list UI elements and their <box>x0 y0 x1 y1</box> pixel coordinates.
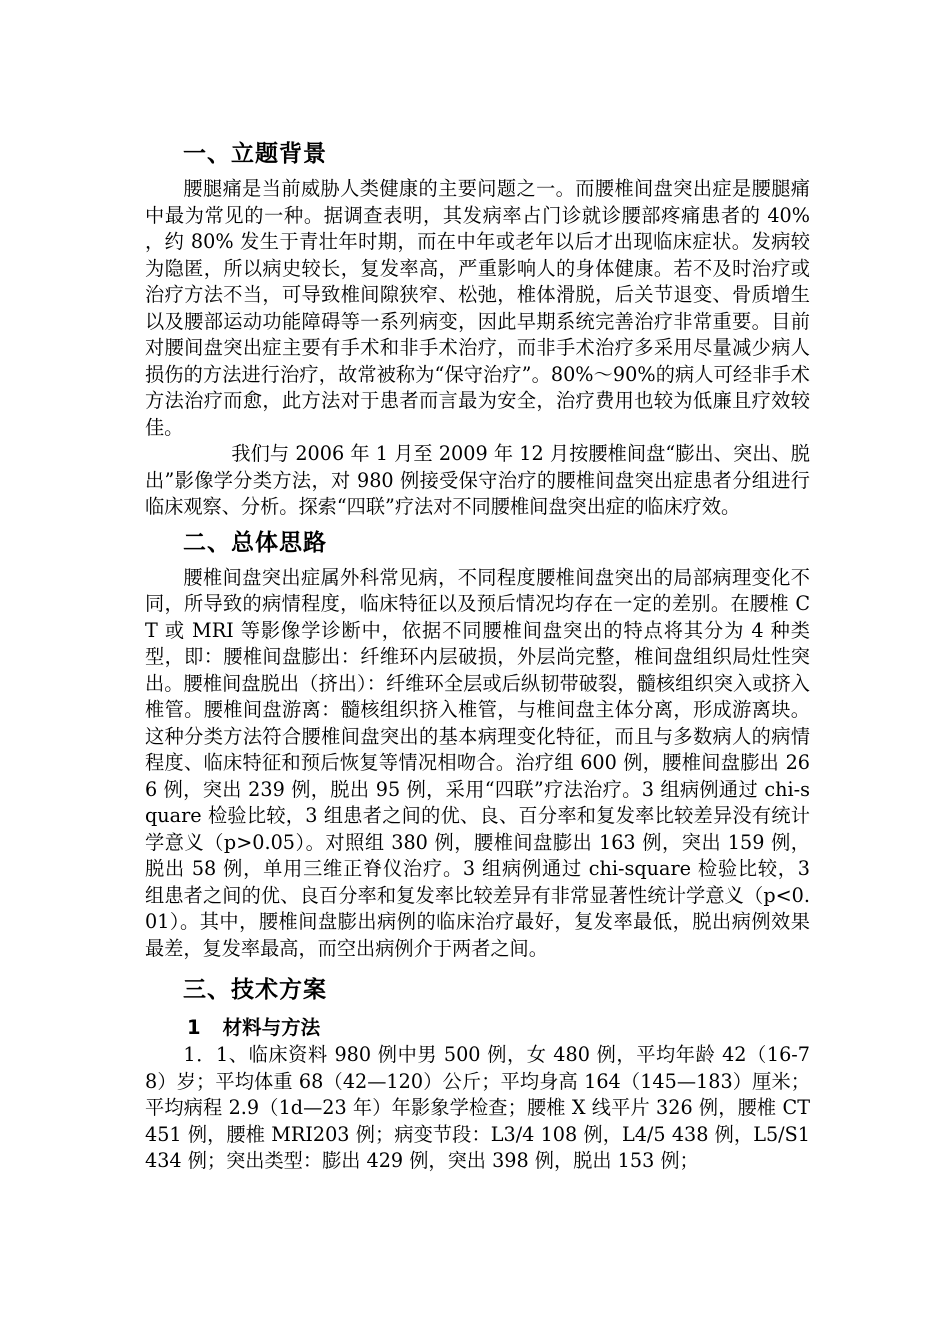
subsection-number: 1 <box>187 1016 201 1039</box>
paragraph-background-2: 我们与 2006 年 1 月至 2009 年 12 月按腰椎间盘“膨出、突出、脱出”影像学分类方法，对 980 例接受保守治疗的腰椎间盘突出症患者分组进行临床观察、分析。探索“四联”疗法对不同腰椎间盘突出症的临床疗效。 <box>145 442 810 518</box>
subsection-title-materials-methods <box>187 1014 810 1042</box>
section-title-overall-idea: 二、总体思路 <box>183 529 327 556</box>
paragraph-overall-idea: 腰椎间盘突出症属外科常见病，不同程度腰椎间盘突出的局部病理变化不同，所导致的病情程度，临床特征以及预后情况均存在一定的差别。在腰椎 CT 或 MRI 等影像学诊断中，依据不同腰椎间盘突出的特点将其分为 4 种类型，即：腰椎间盘膨出：纤维环内层破损，外层尚完整，椎间盘组织局灶性突出。腰椎间盘脱出（挤出）：纤维环全层或后纵韧带破裂，髓核组织突入或挤入椎管。腰椎间盘游离：髓核组织挤入椎管，与椎间盘主体分离，形成游离块。这种分类方法符合腰椎间盘突出的基本病理变化特征，而且与多数病人的病情程度、临床特征和预后恢复等情况相吻合。治疗组 600 例，腰椎间盘膨出 266 例，突出 239 例，脱出 95 例，采用“四联”疗法治疗。3 组病例通过 chi-square 检验比较，3 组患者之间的优、良、百分率和复发率比较差异没有统计学意义（p>0.05）。对照组 380 例，腰椎间盘膨出 163 例，突出 159 例，脱出 58 例，单用三维正脊仪治疗。3 组病例通过 chi-square 检验比较，3 组患者之间的优、良百分率和复发率比较差异有非常显著性统计学意义（p<0.01）。其中，腰椎间盘膨出病例的临床治疗最好，复发率最低，脱出病例效果最差，复发率最高，而空出病例介于两者之间。 <box>145 565 810 960</box>
section-title-technical-plan: 三、技术方案 <box>183 977 327 1003</box>
paragraph-background-1: 腰腿痛是当前威胁人类健康的主要问题之一。而腰椎间盘突出症是腰腿痛中最为常见的一种。据调查表明，其发病率占门诊就诊腰部疼痛患者的 40% ，约 80% 发生于青壮年时期，而在中年或老年以后才出现临床症状。发病较为隐匿，所以病史较长，复发率高，严重影响人的身体健康。若不及时治疗或治疗方法不当，可导致椎间隙狭窄、松弛，椎体滑脱，后关节退变、骨质增生以及腰部运动功能障碍等一系列病变，因此早期系统完善治疗非常重要。目前对腰间盘突出症主要有手术和非手术治疗，而非手术治疗多采用尽量减少病人损伤的方法进行治疗，故常被称为“保守治疗”。80%～90%的病人可经非手术方法治疗而愈，此方法对于患者而言最为安全，治疗费用也较为低廉且疗效较佳。 <box>145 177 810 439</box>
section-title-background: 一、立题背景 <box>183 141 327 167</box>
subsection-title-text: 材料与方法 <box>222 1016 321 1039</box>
document-page <box>145 130 810 1175</box>
paragraph-clinical-data: 1．1、临床资料 980 例中男 500 例，女 480 例，平均年龄 42（16-78）岁；平均体重 68（42—120）公斤；平均身高 164（145—183）厘米；平均病程 2.9（1d—23 年）年影象学检查；腰椎 X 线平片 326 例，腰椎 CT451 例，腰椎 MRI203 例；病变节段：L3/4 108 例，L4/5 438 例，L5/S1 434 例；突出类型：膨出 429 例，突出 398 例，脱出 153 例； <box>145 1043 810 1172</box>
